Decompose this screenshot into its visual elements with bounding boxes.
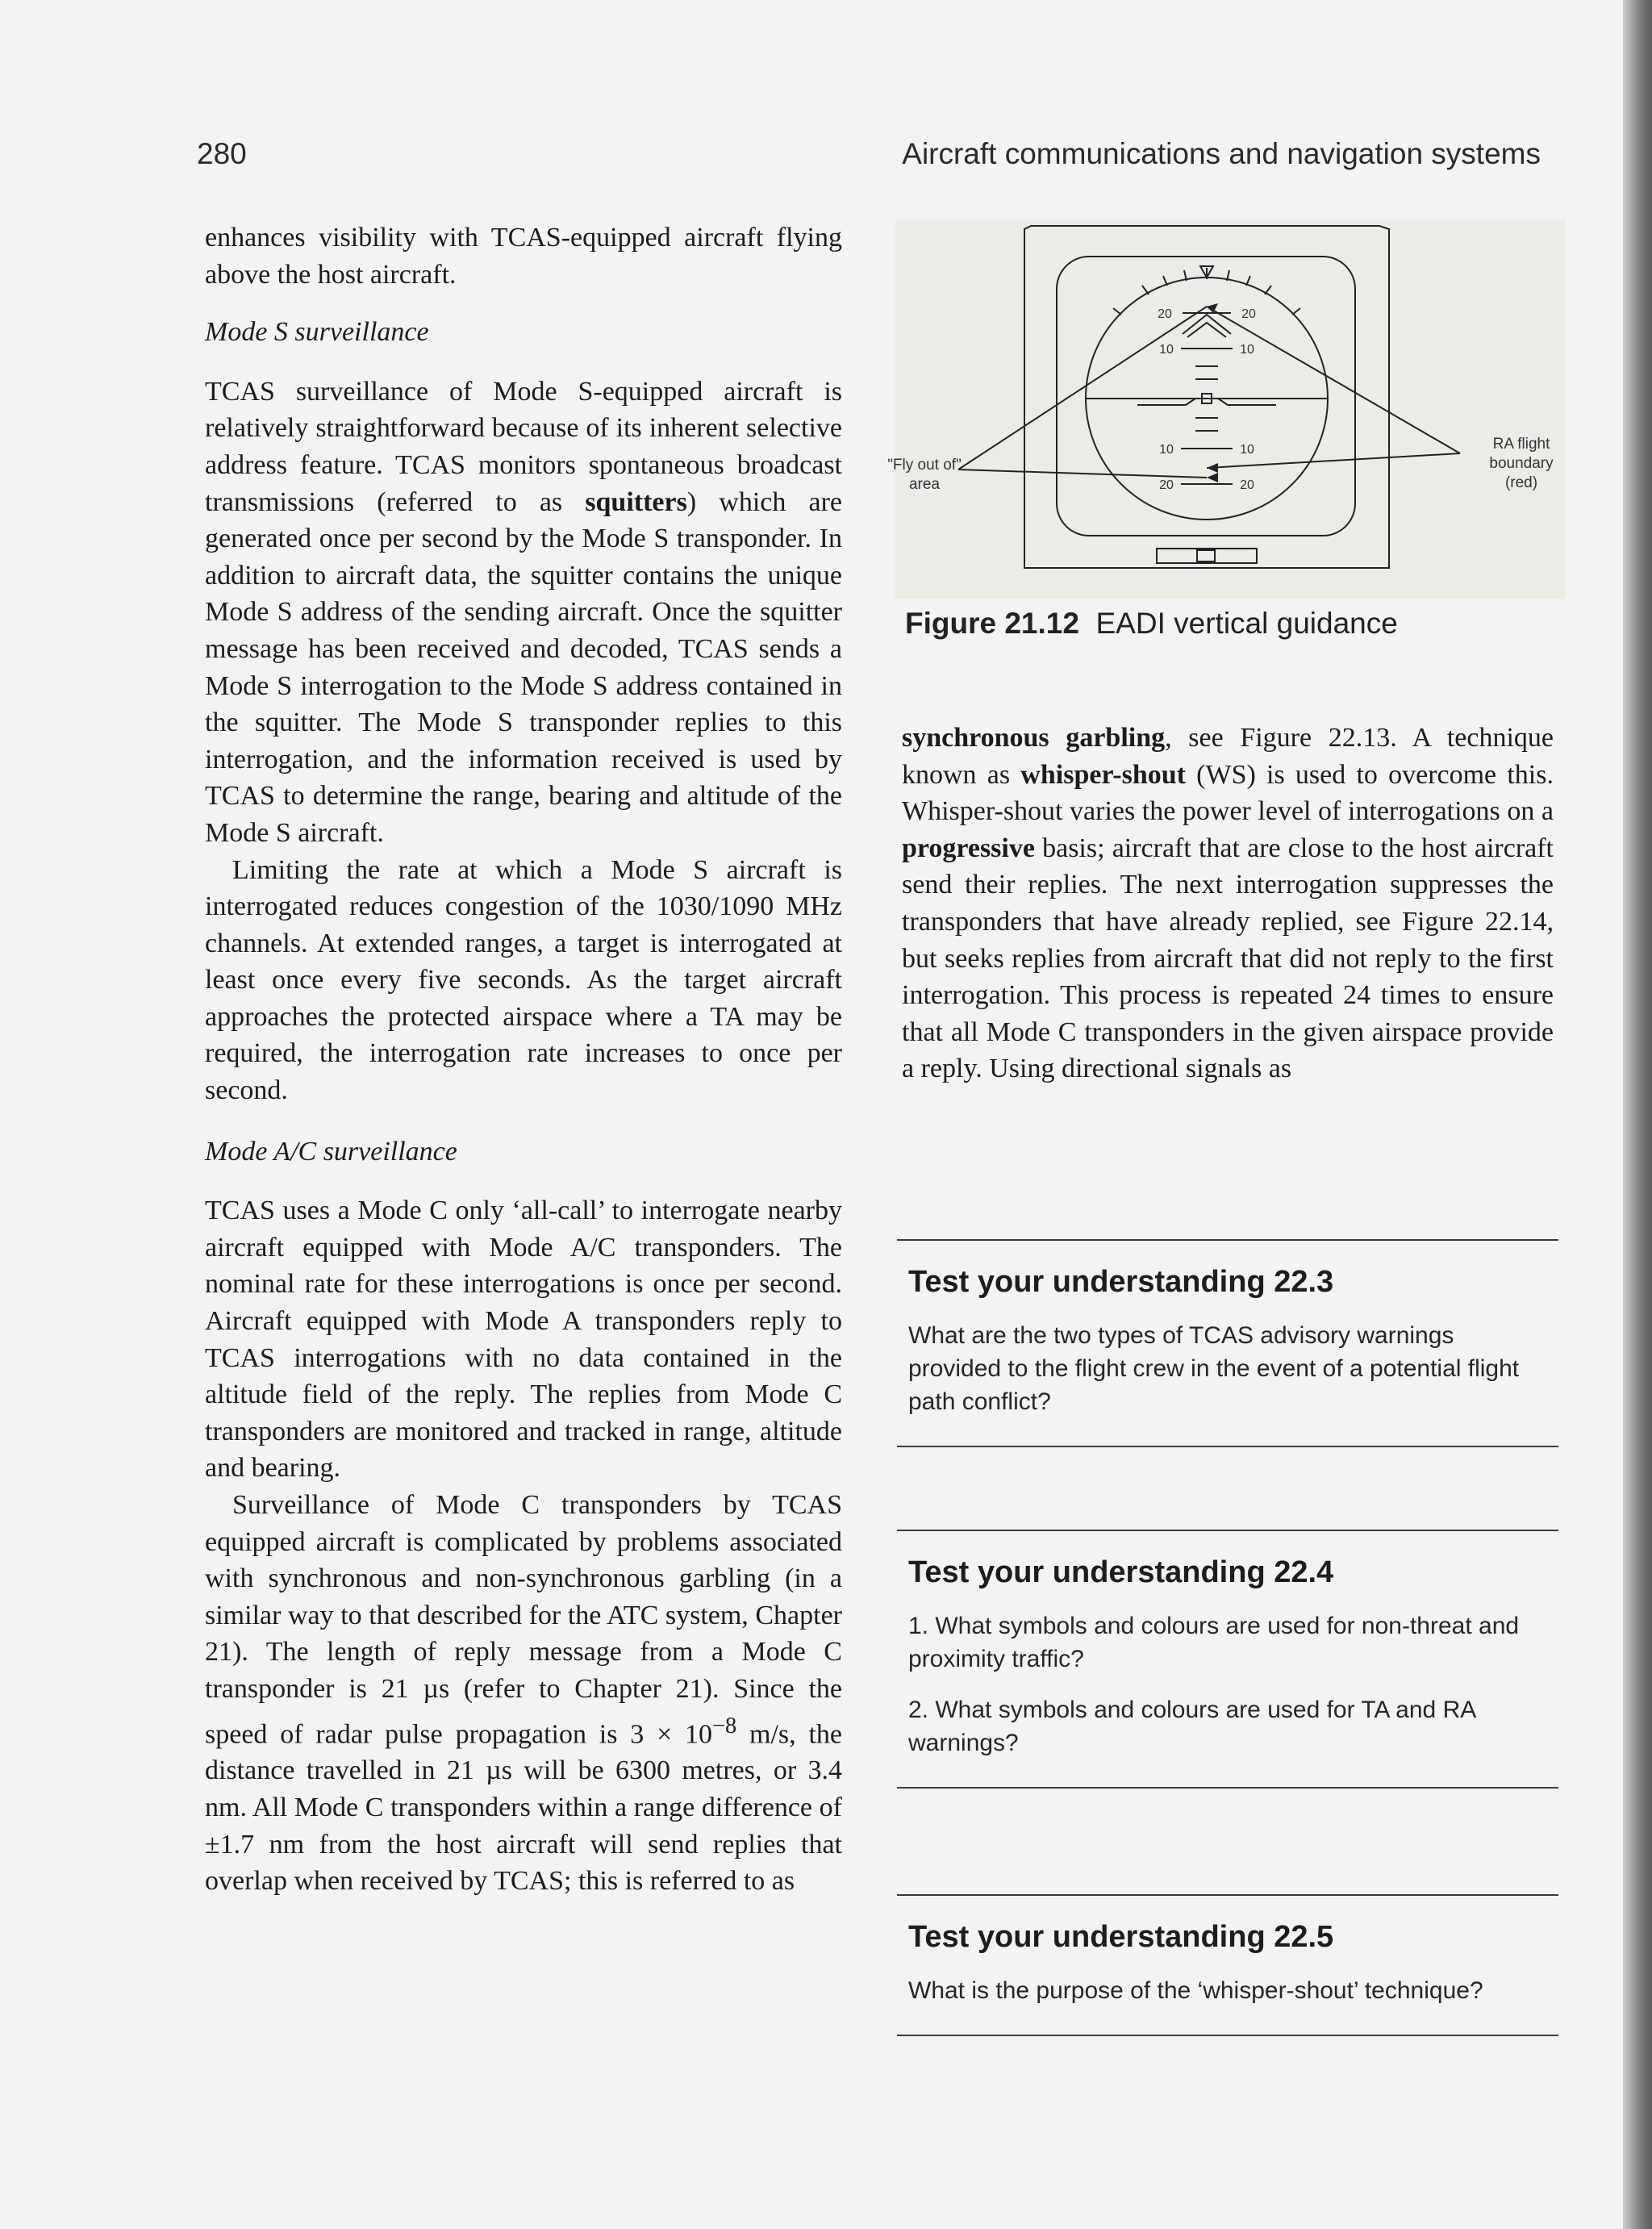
tyu-question: 1. What symbols and colours are used for non-threat and proximity traffic? xyxy=(908,1613,1520,1672)
tyu-title: Test your understanding 22.3 xyxy=(908,1265,1334,1299)
tyu-title: Test your understanding 22.5 xyxy=(908,1920,1334,1954)
divider xyxy=(897,1530,1558,1531)
paragraph: Surveillance of Mode C transponders by TCAS equipped aircraft is complicated by problems associated with synchronous and non-synchronous garbling (in a similar way to that described for the ATC system, Chapter 21). The length of reply message from a Mode C transponder is 21 µs (refer to Chapter 21). Since the speed of radar pulse propagation is $3 \times 10^{-8}$ m/s, the distance travelled in 21 µs will be 6300 metres, or 3.4 nm. All Mode C transponders within a range difference of ±1.7 nm from the host aircraft will send replies that overlap when received by TCAS; this is referred to as xyxy=(205,1490,842,1897)
ra-boundary-label-line2: boundary xyxy=(1489,455,1554,472)
running-title: Aircraft communications and navigation systems xyxy=(902,137,1541,170)
test-your-understanding-22-3 xyxy=(897,1239,1558,1447)
tyu-question: 2. What symbols and colours are used for TA and RA warnings? xyxy=(908,1697,1475,1756)
bold-term-squitters: squitters xyxy=(585,486,687,517)
pitch-label-20-left-lower: 20 xyxy=(1159,478,1174,492)
page-number: 280 xyxy=(197,137,247,170)
paragraph: Limiting the rate at which a Mode S aircraft is interrogated reduces congestion of the 1030/1090 MHz channels. At extended ranges, a target is interrogated at least once every five seconds. As the target aircraft approaches the protected airspace where a TA may be required, the interrogation rate increases to once per second. xyxy=(205,854,842,1106)
section-heading-mode-ac: Mode A/C surveillance xyxy=(205,1136,457,1167)
right-column xyxy=(902,720,1554,1087)
fly-out-label-line2: area xyxy=(908,476,941,493)
left-column xyxy=(205,219,842,1900)
eadi-diagram xyxy=(887,219,1565,599)
pitch-label-10-right-lower: 10 xyxy=(1240,443,1254,457)
figure-title: EADI vertical guidance xyxy=(1095,607,1398,640)
pitch-label-20-right-lower: 20 xyxy=(1240,478,1254,492)
divider xyxy=(897,1894,1558,1896)
divider xyxy=(897,1239,1558,1241)
fly-out-label-line1: "Fly out of" xyxy=(887,457,962,474)
tyu-question: What are the two types of TCAS advisory warnings provided to the flight crew in the event of a potential flight path conflict? xyxy=(908,1322,1520,1415)
divider xyxy=(897,1446,1558,1447)
paragraph: TCAS uses a Mode C only ‘all-call’ to interrogate nearby aircraft equipped with Mode A/C transponders. The nominal rate for these interrogations is once per second. Aircraft equipped with Mode A transponders reply to TCAS interrogations with no data contained in the altitude field of the reply. The replies from Mode C transponders are monitored and tracked in range, altitude and bearing. xyxy=(205,1196,842,1484)
pitch-label-20-right: 20 xyxy=(1241,307,1256,321)
figure-caption xyxy=(905,607,1398,641)
divider xyxy=(897,1787,1558,1789)
divider xyxy=(897,2035,1558,2036)
pitch-label-10-left-lower: 10 xyxy=(1159,443,1174,457)
ra-boundary-label-line3: (red) xyxy=(1504,474,1538,491)
test-your-understanding-22-5 xyxy=(897,1894,1558,2036)
page-header xyxy=(0,137,1652,186)
test-your-understanding-22-4 xyxy=(897,1530,1558,1789)
bold-term-progressive: progressive xyxy=(902,833,1035,863)
eadi-figure xyxy=(887,219,1565,599)
tyu-title: Test your understanding 22.4 xyxy=(908,1555,1334,1589)
tyu-question: What is the purpose of the ‘whisper-shout’ technique? xyxy=(908,1977,1483,2004)
bold-term-synchronous-garbling: synchronous garbling xyxy=(902,723,1166,753)
bold-term-whisper-shout: whisper-shout xyxy=(1020,759,1186,790)
paragraph: synchronous garbling, see Figure 22.13. A technique known as whisper-shout (WS) is used to overcome this. Whisper-shout varies the power level of interrogations on a progressive basis; aircraft that are close to the host aircraft send their replies. The next interrogation suppresses the transponders that have already replied, see Figure 22.14, but seeks replies from aircraft that did not reply to the first interrogation. This process is repeated 24 times to ensure that all Mode C transponders in the given airspace provide a reply. Using directional signals as xyxy=(902,723,1554,1084)
ra-boundary-label-line1: RA flight xyxy=(1492,436,1550,453)
section-heading-mode-s: Mode S surveillance xyxy=(205,317,429,348)
figure-number: Figure 21.12 xyxy=(905,607,1079,640)
superscript: −8 xyxy=(712,1713,737,1739)
pitch-label-10-left: 10 xyxy=(1159,343,1174,357)
paragraph: enhances visibility with TCAS-equipped aircraft flying above the host aircraft. xyxy=(205,223,842,290)
paragraph: TCAS surveillance of Mode S-equipped aircraft is relatively straightforward because of its inherent selective address feature. TCAS monitors spontaneous broadcast transmissions (referred to as squitters) which are generated once per second by the Mode S transponder. In addition to aircraft data, the squitter contains the unique Mode S address of the sending aircraft. Once the squitter message has been received and decoded, TCAS sends a Mode S interrogation to the Mode S address contained in the squitter. The Mode S transponder replies to this interrogation, and the information received is used by TCAS to determine the range, bearing and altitude of the Mode S aircraft. xyxy=(205,376,843,848)
pitch-label-10-right: 10 xyxy=(1240,343,1254,357)
page-edge-shadow xyxy=(1623,0,1652,2229)
pitch-label-20-left: 20 xyxy=(1158,307,1172,321)
